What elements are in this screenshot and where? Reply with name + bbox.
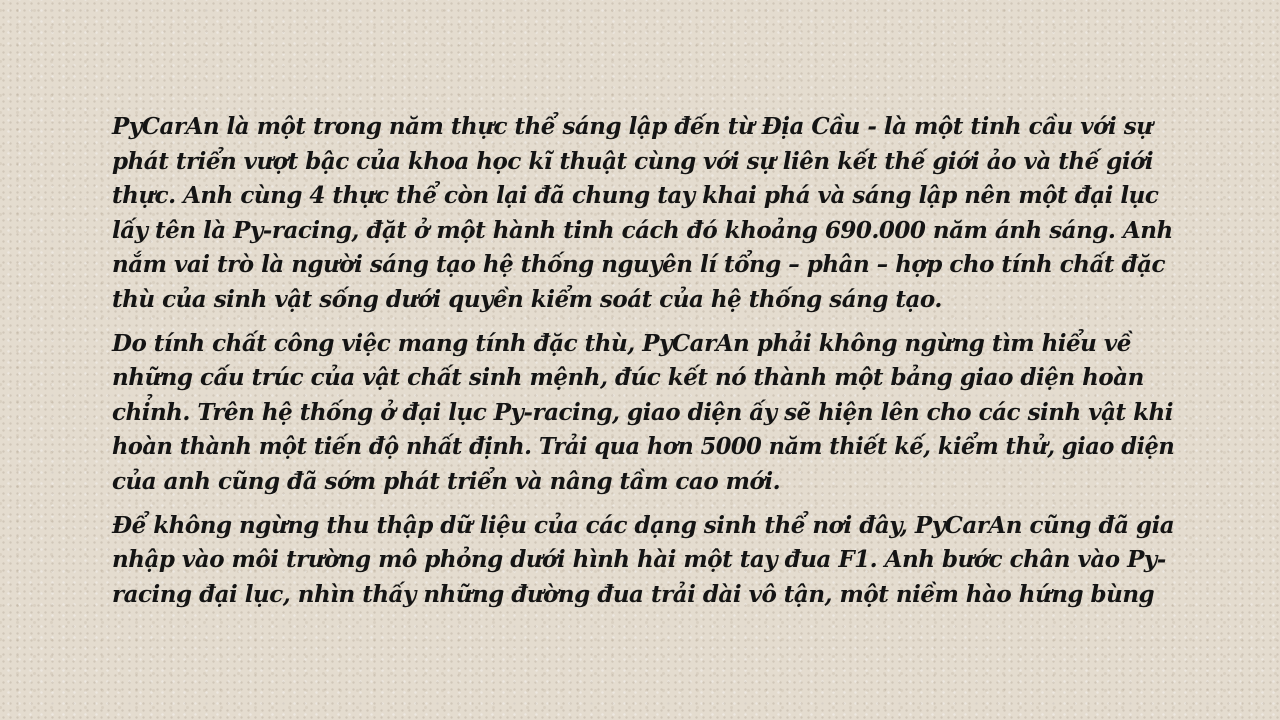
text-line: thực. Anh cùng 4 thực thể còn lại đã chung tay khai phá và sáng lập nên một đại lục [112, 182, 1159, 210]
paragraph-1 [112, 110, 1174, 318]
text-line: những cấu trúc của vật chất sinh mệnh, đúc kết nó thành một bảng giao diện hoàn [112, 364, 1144, 392]
text-line: nhập vào môi trường mô phỏng dưới hình hài một tay đua F1. Anh bước chân vào Py- [112, 546, 1166, 574]
paragraph-2 [112, 327, 1174, 500]
text-line: thù của sinh vật sống dưới quyền kiểm soát của hệ thống sáng tạo. [112, 285, 942, 313]
text-line: lấy tên là Py-racing, đặt ở một hành tinh cách đó khoảng 690.000 năm ánh sáng. Anh [112, 216, 1173, 244]
text-line: PyCarAn là một trong năm thực thể sáng lập đến từ Địa Cầu - là một tinh cầu với sự [112, 113, 1153, 140]
text-line: của anh cũng đã sớm phát triển và nâng tầm cao mới. [112, 467, 781, 495]
text-line: chỉnh. Trên hệ thống ở đại lục Py-racing, giao diện ấy sẽ hiện lên cho các sinh vật khi [112, 398, 1174, 426]
text-line: hoàn thành một tiến độ nhất định. Trải qua hơn 5000 năm thiết kế, kiểm thử, giao diện [112, 433, 1175, 461]
text-line: racing đại lục, nhìn thấy những đường đua trải dài vô tận, một niềm hào hứng bùng [112, 580, 1155, 608]
text-line: Để không ngừng thu thập dữ liệu của các dạng sinh thể nơi đây, PyCarAn cũng đã gia [112, 511, 1175, 539]
text-line: phát triển vượt bậc của khoa học kĩ thuật cùng với sự liên kết thế giới ảo và thế giới [112, 147, 1154, 175]
text-line: nắm vai trò là người sáng tạo hệ thống nguyên lí tổng – phân – hợp cho tính chất đặc [112, 251, 1165, 279]
paragraph-3 [112, 509, 1174, 613]
text-body [112, 110, 1174, 621]
text-line: Do tính chất công việc mang tính đặc thù, PyCarAn phải không ngừng tìm hiểu về [112, 329, 1131, 357]
